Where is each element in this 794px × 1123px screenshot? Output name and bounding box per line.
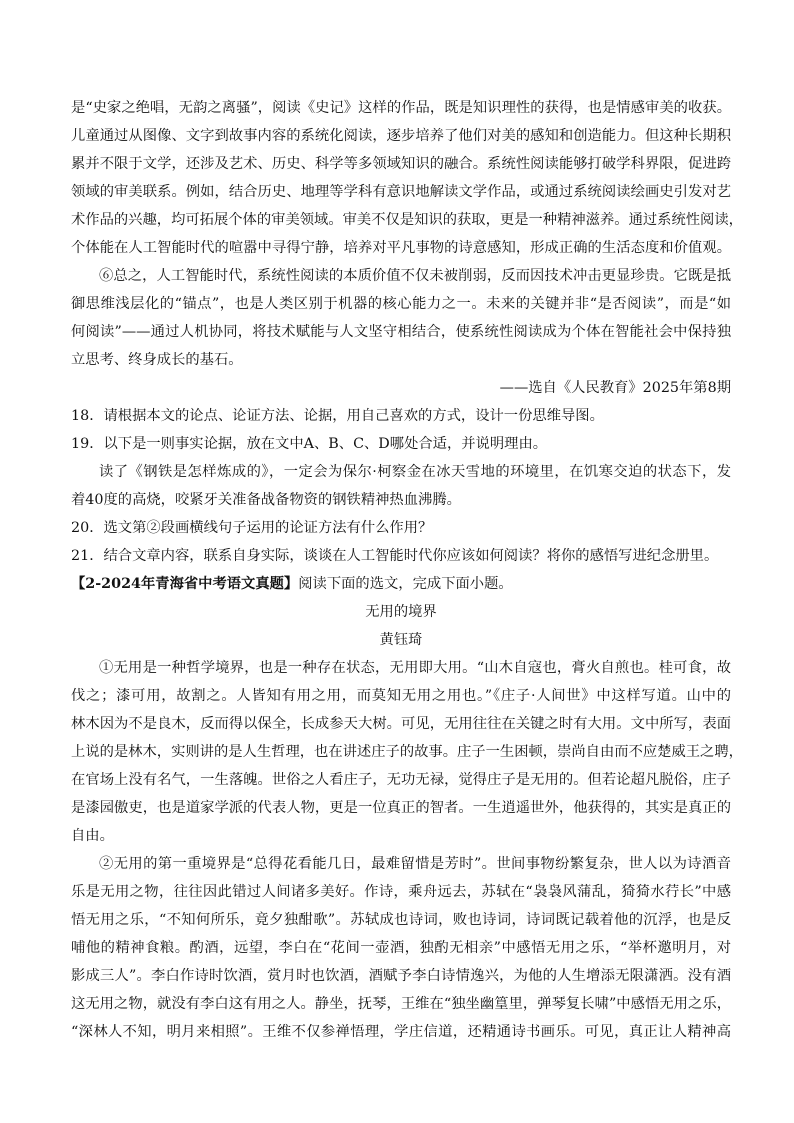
text-line: 术作品的兴趣，均可拓展个体的审美领域。审美不仅是知识的获取，更是一种精神滋养。通过系统性阅读，	[71, 212, 743, 228]
question-20: 20．选文第②段画横线句子运用的论证方法有什么作用？	[71, 520, 433, 536]
question-19: 19．以下是一则事实论据，放在文中A、B、C、D哪处合适，并说明理由。	[71, 436, 548, 452]
text-line: 何阅读”——通过人机协同，将技术赋能与人文坚守相结合，使系统性阅读成为个体在智能社会中保持独	[71, 324, 731, 340]
text-line: 御思维浅层化的“锚点”，也是人类区别于机器的核心能力之一。未来的关键并非“是否阅读”，而是“如	[71, 296, 731, 312]
document-page	[71, 94, 743, 1046]
text-line: 累并不限于文学，还涉及艺术、历史、科学等多领域知识的融合。系统性阅读能够打破学科界限，促进跨	[71, 156, 731, 172]
text-line: 这无用之物，就没有李白这有用之人。静坐，抚琴，王维在“独坐幽篁里，弹琴复长啸”中感悟无用之乐，	[71, 996, 731, 1012]
article-title: 无用的境界	[365, 604, 437, 620]
question-19-material-line: 读了《钢铁是怎样炼成的》，一定会为保尔·柯察金在冰天雪地的环境里，在饥寒交迫的状态下，发	[99, 464, 731, 480]
passage-paragraph-6	[71, 262, 731, 374]
text-line: ①无用是一种哲学境界，也是一种存在状态，无用即大用。“山木自寇也，膏火自煎也。桂可食，故	[99, 660, 731, 676]
section-instruction: 阅读下面的选文，完成下面小题。	[298, 576, 513, 592]
text-line: ⑥总之，人工智能时代，系统性阅读的本质价值不仅未被削弱，反而因技术冲击更显珍贵。它既是抵	[99, 268, 731, 284]
section-header	[71, 570, 731, 598]
article-paragraph-1	[71, 654, 743, 850]
text-line: “深林人不知，明月来相照”。王维不仅参禅悟理，学庄信道，还精通诗书画乐。可见，真正让人精神高	[71, 1024, 731, 1040]
section-source-tag: 【2-2024年青海省中考语文真题】	[71, 576, 299, 592]
question-18: 18．请根据本文的论点、论证方法、论据，用自己喜欢的方式，设计一份思维导图。	[71, 408, 604, 424]
text-line: 是漆园傲吏，也是道家学派的代表人物，更是一位真正的智者。一生逍遥世外，他获得的，其实是真正的	[71, 800, 731, 816]
article-author: 黄钰琦	[379, 632, 423, 648]
source-citation: ——选自《人民教育》2025年第8期	[499, 380, 731, 396]
text-line: 领域的审美联系。例如，结合历史、地理等学科有意识地解读文学作品，或通过系统阅读绘画史引发对艺	[71, 184, 731, 200]
text-line: 个体能在人工智能时代的喧嚣中寻得宁静，培养对平凡事物的诗意感知，形成正确的生活态度和价值观。	[71, 240, 731, 256]
article-paragraph-2	[71, 850, 731, 1046]
text-line: ②无用的第一重境界是“总得花看能几日，最难留惜是芳时”。世间事物纷繁复杂，世人以为诗酒音	[99, 856, 731, 872]
question-21: 21．结合文章内容，联系自身实际，谈谈在人工智能时代你应该如何阅读？将你的感悟写进纪念册里。	[71, 548, 719, 564]
text-line: 儿童通过从图像、文字到故事内容的系统化阅读，逐步培养了他们对美的感知和创造能力。但这种长期积	[71, 128, 731, 144]
text-line: 伐之；漆可用，故割之。人皆知有用之用，而莫知无用之用也。”《庄子·人间世》中这样写道。山中的	[71, 688, 731, 704]
text-line: 林木因为不是良木，反而得以保全，长成参天大树。可见，无用往往在关键之时有大用。文中所写，表面	[71, 716, 731, 732]
text-line: 哺他的精神食粮。酌酒，远望，李白在“花间一壶酒，独酌无相亲”中感悟无用之乐，“举杯邀明月，对	[71, 940, 731, 956]
question-list	[71, 402, 731, 570]
text-line: 乐是无用之物，往往因此错过人间诸多美好。作诗，乘舟远去，苏轼在“袅袅风蒲乱，猗猗水荇长”中感	[71, 884, 731, 900]
text-line: 悟无用之乐，“不知何所乐，竟夕独酣歌”。苏轼成也诗词，败也诗词，诗词既记载着他的沉浮，也是反	[71, 912, 731, 928]
text-line: 立思考、终身成长的基石。	[71, 352, 243, 368]
passage-paragraph-5	[71, 94, 743, 262]
question-19-material-line: 着40度的高烧，咬紧牙关准备战备物资的钢铁精神热血沸腾。	[71, 492, 461, 508]
text-line: 上说的是林木，实则讲的是人生哲理，也在讲述庄子的故事。庄子一生困顿，崇尚自由而不应楚威王之聘，	[71, 744, 743, 760]
text-line: 在官场上没有名气，一生落魄。世俗之人看庄子，无功无禄，觉得庄子是无用的。但若论超凡脱俗，庄子	[71, 772, 731, 788]
text-line: 是“史家之绝唱，无韵之离骚”，阅读《史记》这样的作品，既是知识理性的获得，也是情感审美的收获。	[71, 100, 731, 116]
text-line: 影成三人”。李白作诗时饮酒，赏月时也饮酒，酒赋予李白诗情逸兴，为他的人生增添无限潇洒。没有酒	[71, 968, 731, 984]
text-line: 自由。	[71, 828, 114, 844]
